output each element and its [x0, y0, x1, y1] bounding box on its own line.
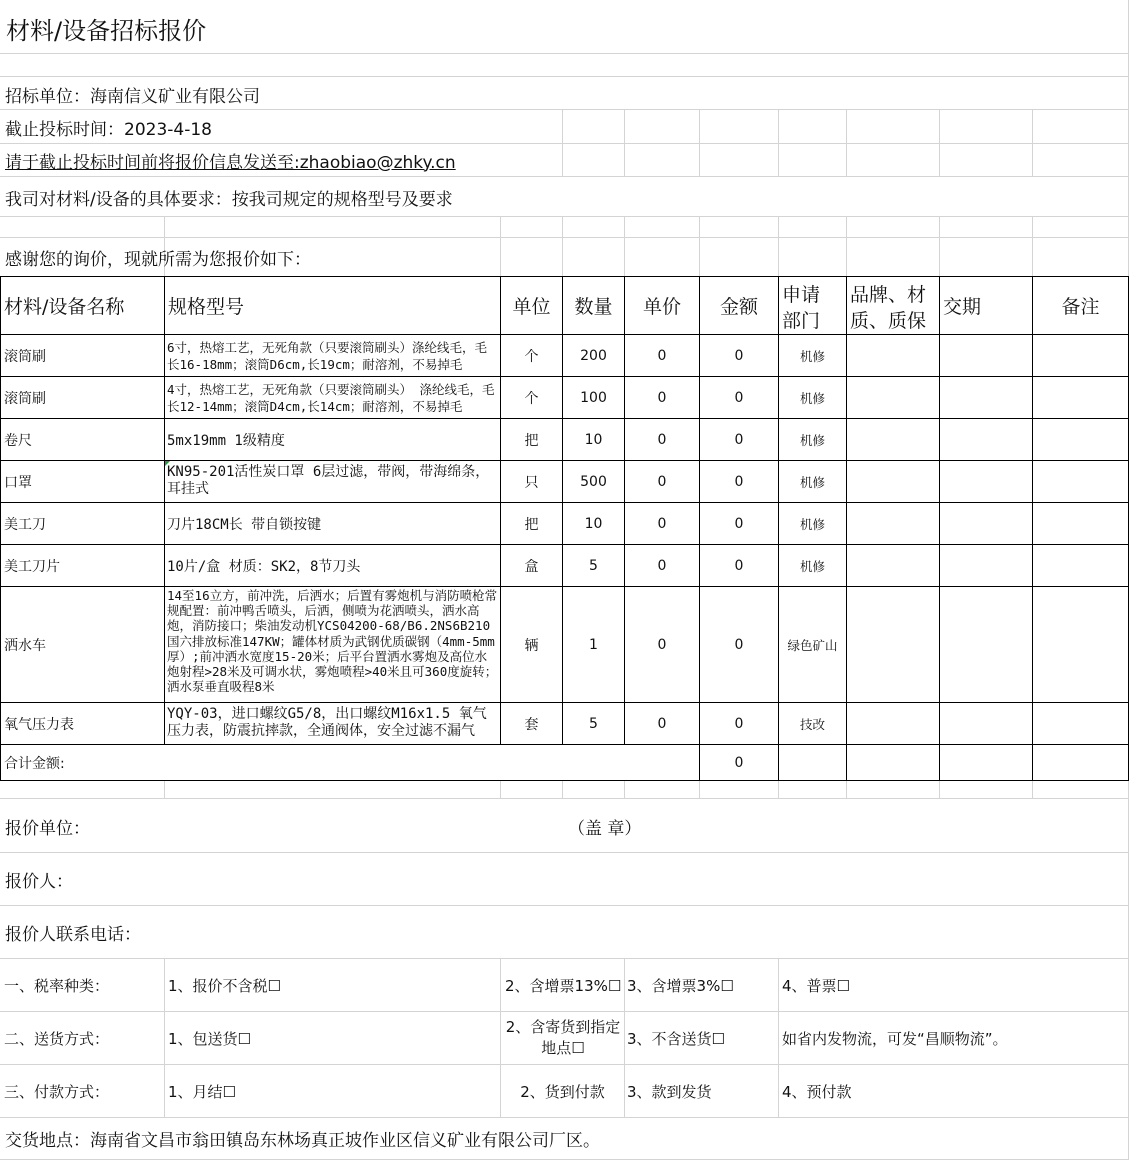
cell-dept: 机修	[799, 432, 825, 448]
cell-price[interactable]: 0	[657, 515, 667, 532]
cell-name: 美工刀	[4, 516, 46, 533]
header-remark: 备注	[1061, 296, 1100, 318]
cell-dept: 机修	[799, 558, 825, 574]
cell-dept: 技改	[799, 716, 825, 732]
header-unit: 单位	[512, 296, 551, 318]
header-brand: 品牌、材质、质保	[850, 284, 927, 332]
shipping-option-3[interactable]: 3、不含送货☐	[627, 1029, 725, 1048]
cell-amount: 0	[734, 347, 744, 364]
cell-unit: 把	[524, 516, 539, 533]
cell-spec: 4寸，热熔工艺，无死角款（只要滚筒刷头） 涤纶线毛，毛长12-14mm；滚筒D4cm,长14cm；耐溶剂，不易掉毛	[167, 382, 495, 414]
cell-price[interactable]: 0	[657, 389, 667, 406]
payment-option-3[interactable]: 3、款到发货	[627, 1082, 712, 1101]
cell-name: 卷尺	[4, 432, 32, 449]
cell-dept: 机修	[799, 390, 825, 406]
shipping-option-1[interactable]: 1、包送货☐	[168, 1029, 251, 1048]
cell-dept: 机修	[799, 348, 825, 364]
tax-option-1[interactable]: 1、报价不含税☐	[168, 976, 281, 995]
header-qty: 数量	[574, 296, 613, 318]
cell-name: 氧气压力表	[4, 716, 74, 733]
payment-option-1[interactable]: 1、月结☐	[168, 1082, 236, 1101]
header-name: 材料/设备名称	[4, 296, 125, 318]
cell-price[interactable]: 0	[657, 715, 667, 732]
total-label: 合计金额:	[4, 755, 65, 772]
requirement-line: 我司对材料/设备的具体要求：按我司规定的规格型号及要求	[5, 189, 453, 210]
delivery-address: 交货地点：海南省文昌市翁田镇岛东林场真正坡作业区信义矿业有限公司厂区。	[5, 1131, 600, 1151]
stamp-label: （盖 章）	[568, 818, 642, 839]
header-price: 单价	[642, 296, 681, 318]
cell-amount: 0	[734, 715, 744, 732]
cell-amount: 0	[734, 389, 744, 406]
header-dept: 申请部门	[782, 284, 821, 332]
cell-spec: 14至16立方，前冲洗，后洒水；后置有雾炮机与消防喷枪常规配置：前冲鸭舌喷头，后洒，侧喷为花洒喷头，洒水高炮，消防接口；柴油发动机YCS04200-68/B6.2NS6B210国六排放标准147KW；罐体材质为武钢优质碳钢（4mm-5mm厚）;前冲洒水宽度15-20米；后平台置洒水雾炮及高位水炮射程>28米及可调水状，雾炮喷程>40米且可360度旋转；洒水泵垂直吸程8米	[167, 588, 498, 695]
tax-option-4[interactable]: 4、普票☐	[782, 976, 850, 995]
cell-spec: 刀片18CM长 带自锁按键	[167, 516, 322, 533]
header-delivery: 交期	[943, 296, 982, 318]
cell-amount: 0	[734, 557, 744, 574]
cell-price[interactable]: 0	[657, 473, 667, 490]
page-title: 材料/设备招标报价	[6, 16, 207, 45]
cell-price[interactable]: 0	[657, 636, 667, 653]
shipping-label: 二、送货方式：	[4, 1029, 110, 1048]
shipping-note: 如省内发物流，可发“昌顺物流”。	[782, 1029, 1008, 1048]
cell-qty: 1	[589, 636, 598, 653]
cell-spec: 10片/盒 材质：SK2，8节刀头	[167, 558, 361, 575]
cell-price[interactable]: 0	[657, 557, 667, 574]
cell-unit: 把	[524, 432, 539, 449]
cell-price[interactable]: 0	[657, 347, 667, 364]
payment-label: 三、付款方式：	[4, 1082, 110, 1101]
cell-dept: 机修	[799, 516, 825, 532]
payment-option-2[interactable]: 2、货到付款	[520, 1082, 605, 1101]
cell-unit: 个	[524, 348, 539, 365]
cell-amount: 0	[734, 473, 744, 490]
cell-amount: 0	[734, 636, 744, 653]
tax-option-2[interactable]: 2、含增票13%☐	[505, 976, 622, 995]
cell-dept: 绿色矿山	[787, 637, 838, 653]
cell-unit: 个	[524, 390, 539, 407]
cell-unit: 只	[524, 474, 539, 491]
header-spec: 规格型号	[168, 296, 245, 318]
cell-qty: 10	[584, 515, 603, 532]
quote-unit-label: 报价单位：	[5, 818, 90, 839]
cell-unit: 套	[524, 716, 539, 733]
cell-name: 滚筒刷	[4, 348, 46, 365]
cell-qty: 500	[580, 473, 607, 490]
cell-qty: 5	[589, 557, 598, 574]
tax-label: 一、税率种类：	[4, 976, 110, 995]
bidder-line: 招标单位：海南信义矿业有限公司	[5, 87, 260, 107]
cell-unit: 辆	[524, 637, 539, 654]
greeting-line: 感谢您的询价，现就所需为您报价如下：	[5, 250, 311, 270]
cell-dept: 机修	[799, 474, 825, 490]
cell-amount: 0	[734, 431, 744, 448]
cell-qty: 10	[584, 431, 603, 448]
cell-name: 洒水车	[4, 637, 46, 654]
cell-qty: 5	[589, 715, 598, 732]
cell-name: 口罩	[4, 474, 32, 491]
tax-option-3[interactable]: 3、含增票3%☐	[627, 976, 734, 995]
cell-amount: 0	[734, 515, 744, 532]
cell-spec: 6寸，热熔工艺，无死角款（只要滚筒刷头）涤纶线毛，毛长16-18mm；滚筒D6cm,长19cm；耐溶剂，不易掉毛	[167, 340, 488, 372]
cell-name: 美工刀片	[4, 558, 60, 575]
cell-name: 滚筒刷	[4, 390, 46, 407]
cell-spec: KN95-201活性炭口罩 6层过滤，带阀，带海绵条，耳挂式	[167, 464, 490, 497]
shipping-option-2[interactable]: 2、含寄货到指定地点☐	[505, 1018, 621, 1057]
quoter-label: 报价人：	[5, 871, 73, 892]
cell-qty: 200	[580, 347, 607, 364]
cell-spec: 5mx19mm 1级精度	[167, 432, 285, 449]
total-amount: 0	[734, 754, 744, 771]
payment-option-4[interactable]: 4、预付款	[782, 1082, 852, 1101]
cell-qty: 100	[580, 389, 607, 406]
deadline-line: 截止投标时间：2023-4-18	[5, 119, 212, 140]
cell-spec: YQY-03，进口螺纹G5/8，出口螺纹M16x1.5 氧气压力表，防震抗摔款，全通阀体，安全过滤不漏气	[167, 706, 487, 739]
cell-unit: 盒	[524, 558, 539, 575]
header-amount: 金额	[719, 296, 758, 318]
phone-label: 报价人联系电话：	[5, 924, 141, 945]
email-line[interactable]: 请于截止投标时间前将报价信息发送至:zhaobiao@zhky.cn	[5, 152, 456, 173]
cell-price[interactable]: 0	[657, 431, 667, 448]
